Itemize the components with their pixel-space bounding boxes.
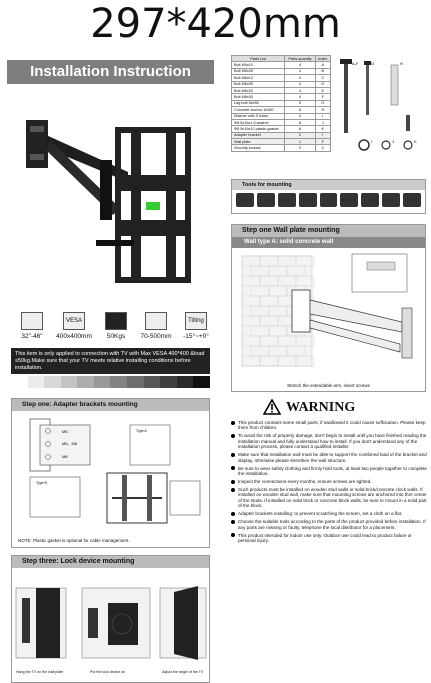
parts-cell: 1 — [285, 139, 315, 145]
parts-cell: Bolt M6x30 — [232, 81, 285, 87]
gray-swatch — [44, 376, 61, 388]
warning-item: Choose the suitable tools according to the parts of the product provided before installation. If any parts are missing or faulty, telephone the local distributor for a placement. — [231, 519, 429, 530]
label-m5: M5 — [62, 429, 68, 434]
pencil-icon — [340, 193, 358, 207]
gray-swatch — [177, 376, 194, 388]
hammer-icon — [320, 193, 338, 207]
spec-vesa: VESA 400x400mm — [56, 312, 92, 340]
gray-swatch — [77, 376, 94, 388]
parts-cell: Security screws — [232, 145, 285, 151]
caption-hang-tv: Hang the TV on the wall plate — [16, 670, 64, 674]
anchor-icon — [391, 65, 398, 105]
caption-lock-device: Put the lock device on — [90, 670, 126, 674]
step-one-adapter-panel — [11, 398, 210, 548]
gray-swatch — [160, 376, 177, 388]
caption-adjust-angle: Adjust the angle of the TV — [162, 670, 204, 674]
parts-cell: 2 — [285, 132, 315, 138]
tilting-icon: Tilting — [185, 312, 207, 330]
warning-item: This product intended for indoor use only. Outdoor use could lead to product failure or personal injury. — [231, 533, 429, 544]
parts-cell: 8 — [285, 119, 315, 125]
parts-cell: A — [315, 62, 330, 68]
hw-label-h: H — [400, 61, 403, 66]
parts-cell: X — [315, 145, 330, 151]
drill-icon — [236, 193, 254, 207]
parts-cell: 4 — [285, 113, 315, 119]
parts-cell: 5 — [285, 100, 315, 106]
hw-label-k: K — [414, 139, 417, 144]
spec-distance: 70-500mm — [138, 312, 174, 340]
tools-panel — [231, 179, 426, 214]
step-one-adapter-title: Step one: Adapter brackets mounting — [12, 399, 209, 411]
parts-header-name: Parts List — [232, 56, 285, 62]
step-one-wall-panel — [231, 224, 426, 392]
warning-item: Inspect the connections every months, ensure screws are tighted. — [231, 479, 429, 484]
parts-cell: J — [315, 119, 330, 125]
parts-cell: Φ8.5x16x1.5 washer — [232, 119, 285, 125]
tv-size-icon — [21, 312, 43, 330]
parts-cell: I — [315, 113, 330, 119]
drill-bit-icon — [299, 193, 317, 207]
spec-weight: 50Kgs — [98, 312, 134, 340]
page-size-title: 297*420mm — [90, 1, 341, 47]
right-column — [221, 50, 431, 640]
bolt-icon — [340, 59, 352, 133]
gray-swatch — [11, 376, 28, 388]
parts-cell: 4 — [285, 81, 315, 87]
vesa-icon: VESA — [63, 312, 85, 330]
parts-cell: Lag bolt 5#x50 — [232, 100, 285, 106]
parts-header-qty: Parts quantity — [285, 56, 315, 62]
step-three-panel — [11, 555, 210, 683]
grayscale-strip — [11, 376, 210, 388]
label-type-a-top: Type A — [136, 429, 147, 433]
hw-label-g: G — [371, 61, 375, 66]
parts-cell: Adapter bracket — [232, 132, 285, 138]
warning-list — [231, 420, 429, 546]
step-three-title: Step three: Lock device mounting — [12, 556, 209, 568]
parts-cell: Bolt M5x30 — [232, 68, 285, 74]
warning-item: Such products must be installed on wooden stud walls or solid brick/concrete clock walls. If installed on wooden stud wall, make sure that mounting screws are anchored into thre center of the studs. If installed on solid brick or concrete block walls, be sure to mount in a solid part of the block. — [231, 487, 429, 509]
parts-cell: F — [315, 139, 330, 145]
screwdriver-icon — [382, 193, 400, 207]
spec-tilting: Tilting -15°~+0° — [178, 312, 214, 340]
distance-icon — [145, 312, 167, 330]
label-type-b: Type B — [36, 481, 47, 485]
parts-cell: 6 — [285, 107, 315, 113]
parts-cell: E — [315, 87, 330, 93]
wall-type-a-label: Wall type A: solid concrete wall — [232, 237, 425, 248]
gray-swatch — [144, 376, 161, 388]
parts-cell: 4 — [285, 94, 315, 100]
parts-header-index: Index — [315, 56, 330, 62]
gasket-icon — [404, 141, 412, 149]
gray-swatch — [193, 376, 210, 388]
wall-plate-caption: Stretch the extendable arm, insert screws — [287, 383, 370, 388]
lag-bolt-icon — [364, 61, 371, 115]
level-icon — [278, 193, 296, 207]
parts-cell: Bolt M8x30 — [232, 94, 285, 100]
parts-cell: Concrete anchor 10x50 — [232, 107, 285, 113]
parts-list-table — [231, 55, 331, 152]
warning-item: Be sure to wear safety clothing and firmly hold tools, at least two people together to complete the installation. — [231, 466, 429, 477]
hw-label-j: J — [392, 139, 394, 144]
gray-swatch — [110, 376, 127, 388]
parts-cell: 4 — [285, 75, 315, 81]
parts-cell: D — [315, 81, 330, 87]
hardware-illustration — [336, 55, 424, 175]
parts-cell: F — [315, 94, 330, 100]
security-screw-icon — [406, 115, 410, 131]
warning-item: To avoid the risk of property damage, don't begin to install until you have finished reading the installation manual and fully understand how to install. If you don't understand any of the installation process, please contact a qualified installer. — [231, 433, 429, 449]
parts-cell: 6 — [285, 126, 315, 132]
spec-tv-size: 32"-46" — [14, 312, 50, 340]
adapter-diagram — [12, 411, 209, 537]
parts-cell: Bolt M5x10 — [232, 62, 285, 68]
warning-item: Make sure that installation wall must be able to support the combined load of the bracket and display, otherwise please strenthen the wall structure. — [231, 452, 429, 463]
parts-cell: Bolt M8x20 — [232, 87, 285, 93]
parts-cell: 2 — [285, 145, 315, 151]
parts-cell: Wall plate — [232, 139, 285, 145]
gray-swatch — [28, 376, 45, 388]
warning-triangle-icon — [263, 399, 281, 415]
parts-cell: 4 — [285, 68, 315, 74]
hw-label-af: A-F — [352, 61, 359, 66]
parts-cell: Φ6.5x16x10 plastic gasket — [232, 126, 285, 132]
wrench-icon — [403, 193, 421, 207]
tape-icon — [361, 193, 379, 207]
tools-title: Tools for mounting — [232, 180, 425, 190]
drill-detail-inset — [352, 254, 407, 292]
gray-swatch — [127, 376, 144, 388]
warning-item: This product contains some small parts, if swallowed it could cause suffocation. Please keep them from children. — [231, 420, 429, 431]
label-m5-m6: M5、M6 — [62, 441, 78, 446]
wall-plate-diagram — [232, 248, 425, 376]
plastic-gasket-note: NOTE: Plastic gasket is optional for cable management. — [18, 538, 130, 543]
gray-swatch — [61, 376, 78, 388]
warning-item: Adapter brackets installing: to prevent scratching the screen, set a cloth on a flat. — [231, 511, 429, 516]
washer-icon — [359, 140, 369, 150]
installation-banner: Installation Instruction — [7, 60, 214, 84]
tools-row — [232, 190, 425, 210]
washer-j-icon — [382, 141, 390, 149]
parts-cell: B — [315, 68, 330, 74]
parts-cell: 4 — [285, 62, 315, 68]
weight-icon — [105, 312, 127, 330]
parts-cell: Washer with 3 holes — [232, 113, 285, 119]
parts-cell: I — [315, 132, 330, 138]
parts-cell: H — [315, 107, 330, 113]
hw-label-i: I — [371, 139, 373, 144]
step-one-wall-title: Step one Wall plate mounting — [232, 225, 425, 237]
parts-cell: Bolt M6x12 — [232, 75, 285, 81]
parts-cell: C — [315, 75, 330, 81]
parts-cell: 4 — [285, 87, 315, 93]
tape-measure-icon — [257, 193, 275, 207]
warning-title: WARNING — [286, 400, 356, 415]
parts-cell: G — [315, 100, 330, 106]
gray-swatch — [94, 376, 111, 388]
level-bubble-shape — [146, 202, 160, 210]
compatibility-notice: This item is only applied to connection with TV with Max VESA 400*400 &load ≤50kg.Make sure that your TV meets relative installing conditions before installation. — [11, 348, 210, 374]
parts-row — [232, 145, 331, 151]
lock-device-diagram — [12, 568, 209, 668]
label-m8: M8 — [62, 454, 68, 459]
left-column — [0, 50, 221, 674]
parts-cell: K — [315, 126, 330, 132]
tv-mount-illustration — [18, 90, 203, 300]
